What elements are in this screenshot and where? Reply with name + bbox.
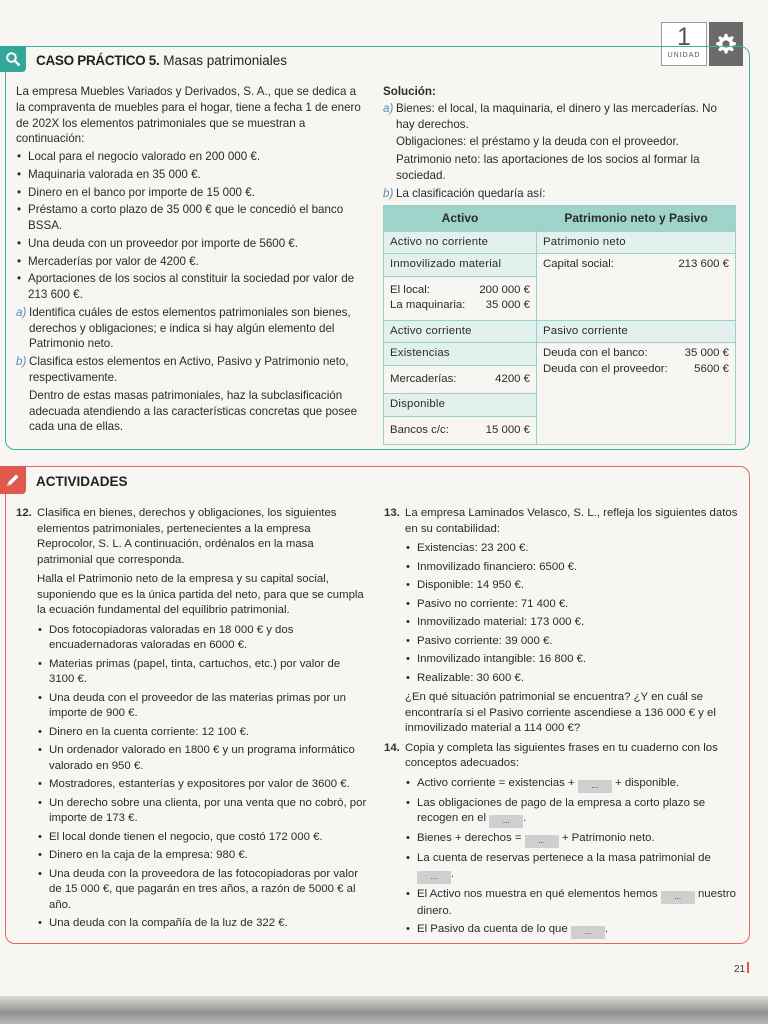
capital-label: Capital social: [543, 258, 614, 271]
activity-number: 12. [16, 507, 32, 519]
case-question-a [16, 305, 366, 352]
activity-13 [384, 506, 738, 537]
fill-sentence [405, 851, 738, 884]
list-item: • Inmovilizado intangible: 16 800 €. [405, 652, 738, 668]
case-item: • Dinero en el banco por importe de 15 000 €. [16, 185, 366, 201]
solution-text: Obligaciones: el préstamo y la deuda con el proveedor. [396, 135, 679, 149]
question-text: Clasifica estos elementos en Activo, Pasivo y Patrimonio neto, respectivamente. [29, 355, 349, 385]
deuda-banco-value: 35 000 € [684, 347, 729, 360]
blank-box: ... [417, 871, 451, 884]
activity-text: Clasifica en bienes, derechos y obligaciones, los siguientes elementos patrimoniales, pertenecientes a la empresa Reprocolor, S. L. A continuación, ordénalos en la masa patrimonial que corresponda. [37, 507, 337, 566]
solution-b [383, 186, 738, 202]
case-item: • Una deuda con un proveedor por importe de 5600 €. [16, 236, 366, 252]
fill-sentence [405, 796, 738, 829]
case-title [36, 52, 287, 70]
solution-text: Bienes: el local, la maquinaria, el dinero y las mercaderías. No hay derechos. [396, 101, 717, 131]
list-item: • Una deuda con el proveedor de las materias primas por un importe de 900 €. [37, 691, 368, 722]
deuda-banco-label: Deuda con el banco: [543, 347, 648, 360]
solution-letter: b) [383, 186, 394, 200]
case-intro: La empresa Muebles Variados y Derivados, S. A., que se dedica a la compraventa de muebles para el hogar, tiene a fecha 1 de enero de 202X los elementos patrimoniales que se muestran a continuación: [16, 85, 361, 146]
activities-title: ACTIVIDADES [36, 474, 128, 489]
case-title-rest: Masas patrimoniales [163, 53, 288, 68]
sentence-part: Activo corriente = existencias + [417, 776, 575, 789]
sentence-part: El Pasivo da cuenta de lo que [417, 923, 568, 935]
mercaderias-cell [384, 365, 537, 394]
activity-text: La empresa Laminados Velasco, S. L., refleja los siguientes datos en su contabilidad: [405, 507, 738, 535]
case-items [16, 149, 366, 303]
activity-14-items [384, 776, 738, 940]
activity-12-items [16, 623, 368, 932]
unit-number: 1 [677, 23, 691, 51]
case-item: • Local para el negocio valorado en 200 000 €. [16, 149, 366, 165]
capital-value: 213 600 € [678, 258, 729, 271]
sentence-part: + disponible. [615, 776, 680, 789]
solution-letter: a) [383, 101, 394, 115]
column-header-activo: Activo [384, 206, 537, 231]
deuda-proveedor-value: 5600 € [694, 362, 729, 375]
blank-box: ... [489, 815, 523, 828]
blank-box: ... [525, 835, 559, 848]
list-item: • Pasivo no corriente: 71 400 €. [405, 597, 738, 613]
case-statement [16, 84, 366, 437]
list-item: • Existencias: 23 200 €. [405, 541, 738, 557]
case-item: • Aportaciones de los socios al constituir la sociedad por valor de 213 600 €. [16, 271, 366, 303]
maquinaria-label: La maquinaria: [390, 299, 466, 312]
activity-14 [384, 741, 738, 772]
subsection-existencias: Existencias [384, 343, 537, 366]
activity-12 [16, 506, 368, 568]
activity-13-question: ¿En qué situación patrimonial se encuentra? ¿Y en cuál se encontraría si el Pasivo corriente ascendiese a 136 000 € y el inmovilizado material a 114 000 €? [405, 691, 716, 734]
pasivo-corriente-cell [537, 343, 736, 445]
activities-left-column [16, 506, 368, 936]
bancos-cell [384, 416, 537, 445]
section-patrimonio-neto: Patrimonio neto [537, 231, 736, 254]
sentence-part: . [451, 867, 455, 880]
list-item: • Inmovilizado material: 173 000 €. [405, 615, 738, 631]
balance-table [383, 205, 736, 445]
list-item: • Materias primas (papel, tinta, cartuchos, etc.) por valor de 3100 €. [37, 657, 368, 688]
solution-title: Solución: [383, 85, 436, 98]
activity-13-items [384, 541, 738, 686]
sentence-part: La cuenta de reservas pertenece a la masa patrimonial de [417, 852, 711, 864]
list-item: • Un derecho sobre una clienta, por una venta que no cobró, por importe de 173 €. [37, 796, 368, 827]
case-item: • Maquinaria valorada en 35 000 €. [16, 167, 366, 183]
list-item: • Dinero en la caja de la empresa: 980 €. [37, 848, 368, 864]
subsection-inmovilizado: Inmovilizado material [384, 254, 537, 277]
fill-sentence [405, 831, 738, 848]
section-activo-no-corriente: Activo no corriente [384, 231, 537, 254]
section-activo-corriente: Activo corriente [384, 320, 537, 343]
sentence-part: . [604, 923, 609, 935]
unit-label: UNIDAD [667, 52, 701, 59]
inmovilizado-values [384, 276, 537, 320]
list-item: • Realizable: 30 600 €. [405, 671, 738, 687]
case-question-b-extra: Dentro de estas masas patrimoniales, haz la subclasificación adecuada atendiendo a las características concretas que posee cada una de ellas. [29, 388, 358, 434]
magnifier-icon [0, 46, 26, 72]
blank-box: ... [661, 891, 695, 904]
sentence-part: nuestro dinero. [417, 887, 736, 917]
solution-text: Patrimonio neto: las aportaciones de los socios al formar la sociedad. [396, 153, 700, 182]
activities-right-column [384, 506, 738, 943]
fill-sentence [405, 776, 738, 793]
question-letter: b) [16, 355, 27, 369]
activity-number: 14. [384, 741, 400, 754]
sentence-part: Las obligaciones de pago de la empresa a corto plazo se recogen en el [417, 796, 706, 824]
case-question-b [16, 354, 366, 386]
sentence-part: . [523, 812, 527, 824]
list-item: • Mostradores, estanterías y expositores por valor de 3600 €. [37, 777, 368, 793]
solution-a [383, 101, 738, 133]
case-item: • Préstamo a corto plazo de 35 000 € que le concedió el banco BSSA. [16, 202, 366, 234]
fill-sentence [405, 922, 738, 939]
page-bottom-shadow [0, 996, 768, 1024]
sentence-part: Bienes + derechos = [417, 832, 522, 844]
maquinaria-value: 35 000 € [485, 299, 530, 312]
sentence-part: + Patrimonio neto. [561, 832, 655, 844]
column-header-pasivo: Patrimonio neto y Pasivo [537, 206, 736, 231]
subsection-disponible: Disponible [384, 394, 537, 417]
solution-text: La clasificación quedaría así: [396, 186, 546, 200]
activity-text: Halla el Patrimonio neto de la empresa y su capital social, suponiendo que es la única partida del neto, para que se cumpla la ecuación fundamental del equilibrio patrimonial. [37, 573, 364, 616]
section-pasivo-corriente: Pasivo corriente [537, 320, 736, 343]
capital-cell [537, 254, 736, 321]
sentence-part: El Activo nos muestra en qué elementos hemos [417, 887, 658, 900]
mercaderias-value: 4200 € [495, 372, 530, 385]
bancos-label: Bancos c/c: [390, 423, 449, 436]
case-item: • Mercaderías por valor de 4200 €. [16, 254, 366, 270]
activity-number: 13. [384, 507, 400, 519]
fill-sentence [405, 887, 738, 920]
bancos-value: 15 000 € [485, 423, 530, 436]
blank-box: ... [578, 780, 612, 793]
deuda-proveedor-label: Deuda con el proveedor: [543, 362, 668, 375]
local-value: 200 000 € [479, 283, 530, 296]
list-item: • Dos fotocopiadoras valoradas en 18 000 € y dos encuadernadoras valoradas en 6000 €. [37, 623, 368, 654]
list-item: • Inmovilizado financiero: 6500 €. [405, 560, 738, 576]
question-text: Identifica cuáles de estos elementos patrimoniales son bienes, derechos y obligaciones; e indica si hay algún elemento del Patrimonio neto. [29, 305, 351, 351]
list-item: • Pasivo corriente: 39 000 €. [405, 634, 738, 650]
list-item: • Una deuda con la compañía de la luz de 322 €. [37, 916, 368, 932]
pencil-icon [0, 466, 26, 494]
list-item: • Una deuda con la proveedora de las fotocopiadoras por valor de 15 000 €, que pagarán en tres años, a razón de 5000 € al año. [37, 867, 368, 914]
page-number: 21 [734, 962, 749, 977]
question-letter: a) [16, 305, 27, 319]
solution [383, 84, 738, 445]
list-item: • Disponible: 14 950 €. [405, 578, 738, 594]
local-label: El local: [390, 283, 430, 296]
case-title-bold: CASO PRÁCTICO 5. [36, 53, 160, 68]
list-item: • Dinero en la cuenta corriente: 12 100 €. [37, 725, 368, 741]
blank-box: ... [571, 926, 605, 939]
activity-text: Copia y completa las siguientes frases en tu cuaderno con los conceptos adecuados: [405, 741, 718, 769]
mercaderias-label: Mercaderías: [390, 372, 457, 385]
list-item: • Un ordenador valorado en 1800 € y un programa informático valorado en 950 €. [37, 743, 368, 774]
list-item: • El local donde tienen el negocio, que costó 172 000 €. [37, 830, 368, 846]
